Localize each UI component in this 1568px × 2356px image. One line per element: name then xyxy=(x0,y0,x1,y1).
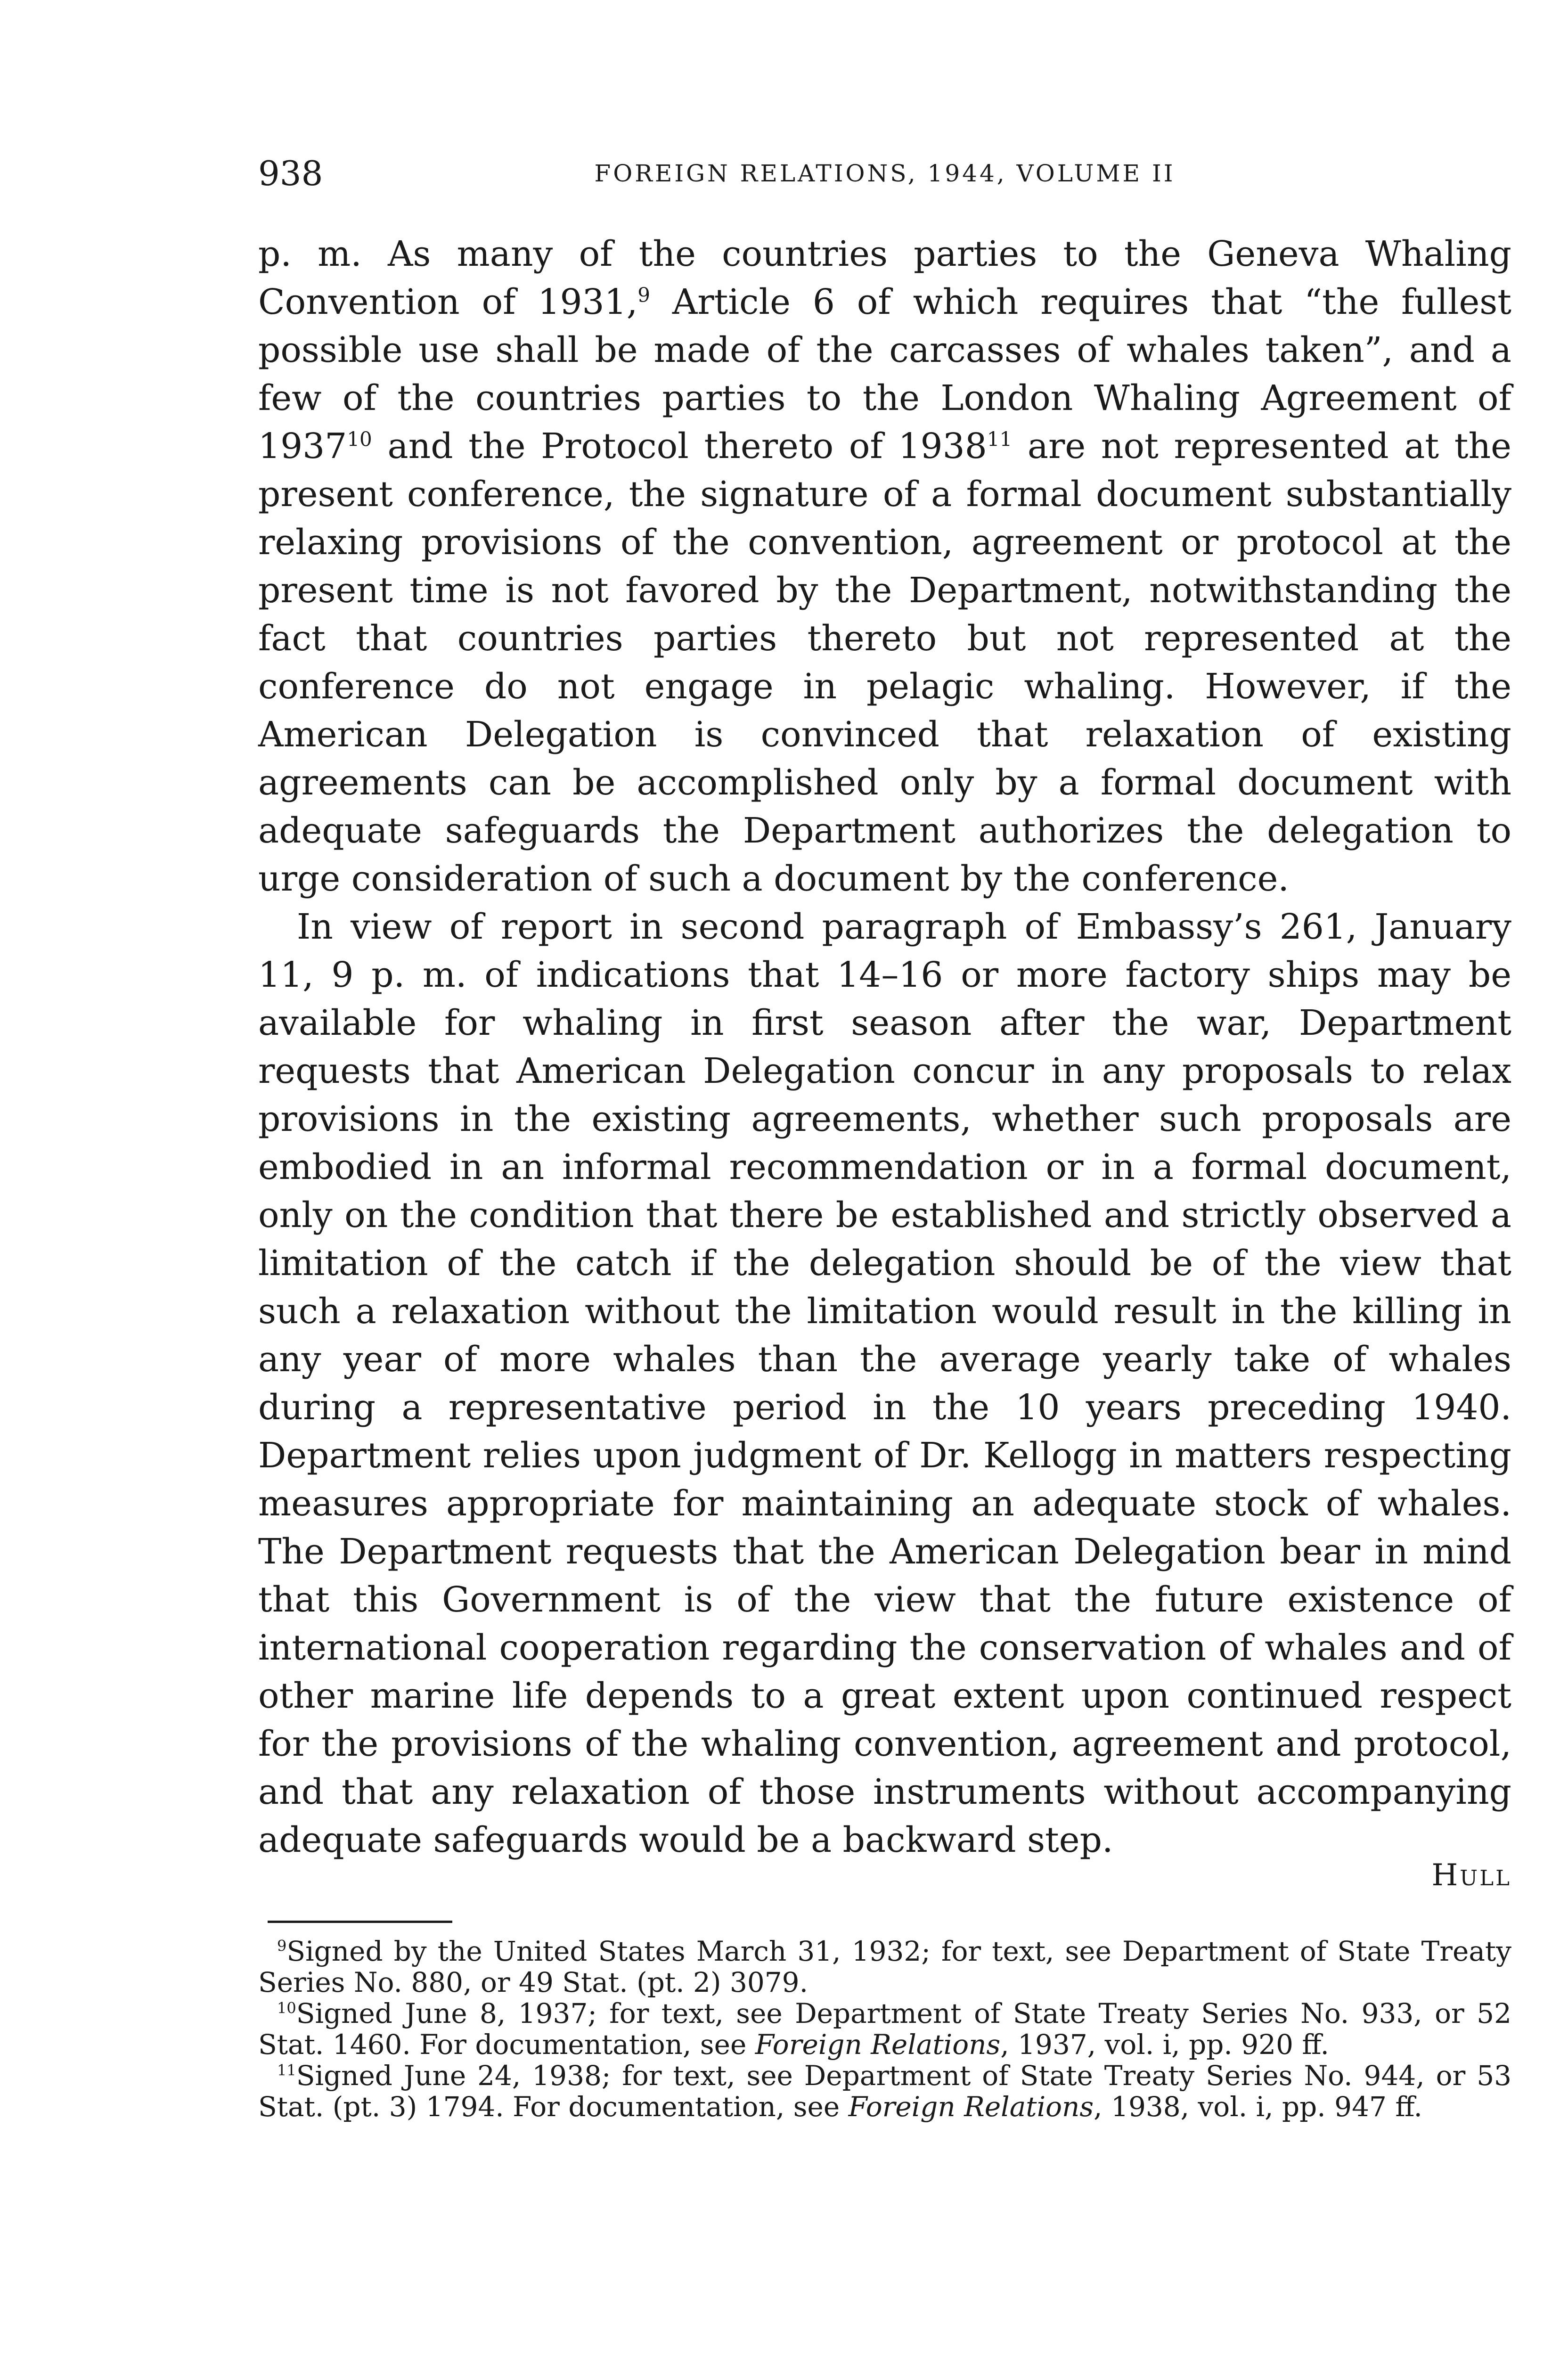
running-head: FOREIGN RELATIONS, 1944, VOLUME II xyxy=(594,160,1176,187)
footnote-mark: 11 xyxy=(277,2061,296,2079)
footnote-ref-9: 9 xyxy=(637,283,650,307)
footnote-10 xyxy=(258,1998,1511,2060)
footnote-text-end: , 1937, vol. i, pp. 920 ff. xyxy=(1000,2029,1329,2061)
page-number: 938 xyxy=(258,154,323,193)
body-text xyxy=(258,230,1511,1864)
footnote-title: Foreign Relations xyxy=(755,2029,1001,2061)
paragraph-1 xyxy=(258,230,1511,903)
footnote-title: Foreign Relations xyxy=(848,2091,1094,2123)
footnotes xyxy=(258,1936,1511,2122)
paragraph-1-text-d: are not represented at the present conference, the signature of a formal document substantially relaxing provisions of the convention, agreement or protocol at the present time is not favored by the Department, notwithstanding the fact that countries parties thereto but not represented at the conference do not engage in pelagic whaling. However, if the American Delegation is convinced that relaxation of existing agreements can be accomplished only by a formal document with adequate safeguards the Department authorizes the delegation to urge consideration of such a document by the conference. xyxy=(258,426,1511,899)
footnote-ref-11: 11 xyxy=(987,427,1013,451)
footnote-text: Signed June 24, 1938; for text, see Department of State Treaty Series No. 944, or 53 Stat. (pt. 3) 1794. For documentation, see xyxy=(258,2060,1511,2123)
paragraph-1-text-c: and the Protocol thereto of 1938 xyxy=(372,426,987,466)
footnote-mark: 10 xyxy=(277,1999,296,2017)
page-header xyxy=(258,150,1511,197)
footnote-ref-10: 10 xyxy=(347,427,372,451)
footnote-text: Signed June 8, 1937; for text, see Department of State Treaty Series No. 933, or 52 Stat. 1460. For documentation, see xyxy=(258,1997,1511,2061)
paragraph-1-text-a: p. m. As many of the countries parties to the Geneva Whaling Convention of 1931, xyxy=(258,234,1511,322)
paragraph-2: In view of report in second paragraph of Embassy’s 261, January 11, 9 p. m. of indications that 14–16 or more factory ships may be available for whaling in first season after the war, Department requests that American Delegation concur in any proposals to relax provisions in the existing agreements, whether such proposals are embodied in an informal recommendation or in a formal document, only on the condition that there be established and strictly observed a limitation of the catch if the delegation should be of the view that such a relaxation without the limitation would result in the killing in any year of more whales than the average yearly take of whales during a representative period in the 10 years preceding 1940. Department relies upon judgment of Dr. Kellogg in matters respecting measures appropriate for maintaining an adequate stock of whales. The Department requests that the American Delegation bear in mind that this Government is of the view that the future existence of international cooperation regarding the conservation of whales and of other marine life depends to a great extent upon continued respect for the provisions of the whaling convention, agreement and protocol, and that any relaxation of those instruments without accompanying adequate safeguards would be a backward step. xyxy=(258,907,1511,1860)
footnote-text: Signed by the United States March 31, 1932; for text, see Department of State Treaty Series No. 880, or 49 Stat. (pt. 2) 3079. xyxy=(258,1935,1511,1998)
footnote-9 xyxy=(258,1936,1511,1998)
footnote-11 xyxy=(258,2060,1511,2122)
signature: Hull xyxy=(1431,1858,1511,1893)
paragraph-1-text-b: Article 6 of which requires that “the fullest possible use shall be made of the carcasses of whales taken”, and a few of the countries parties to the London Whaling Agreement of 1937 xyxy=(258,282,1511,466)
footnote-rule xyxy=(268,1921,452,1923)
footnote-text-end: , 1938, vol. i, pp. 947 ff. xyxy=(1094,2091,1422,2123)
footnote-mark: 9 xyxy=(277,1937,287,1955)
